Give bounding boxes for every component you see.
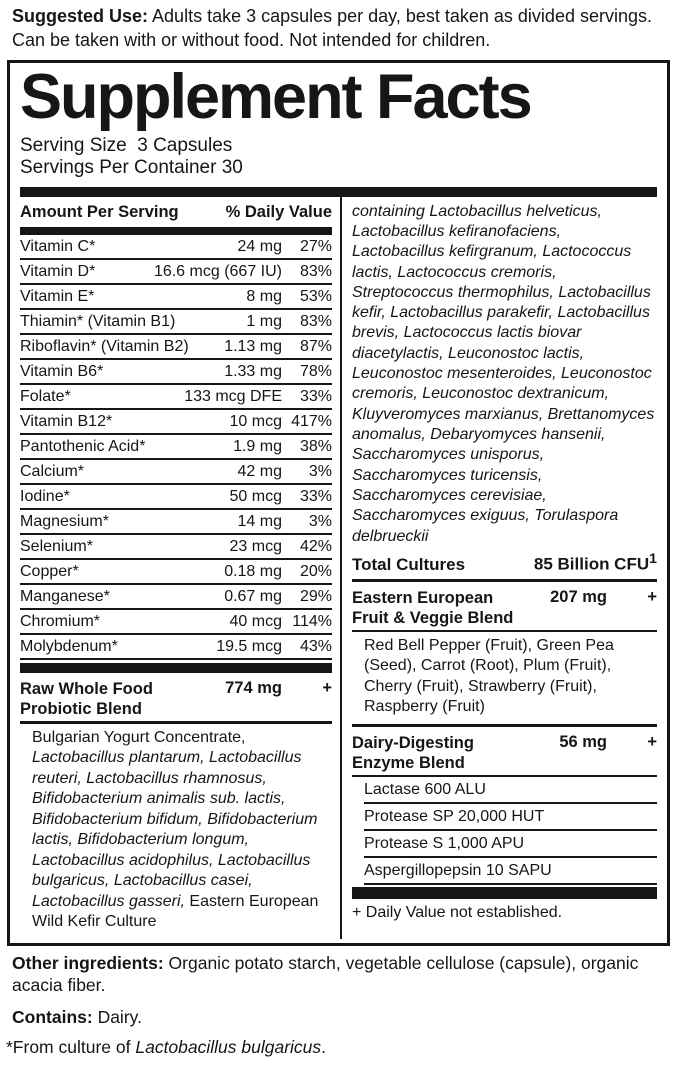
nutrient-amount: 8 mg bbox=[246, 287, 282, 305]
nutrient-amount: 19.5 mcg bbox=[216, 637, 282, 655]
contains-text: Dairy. bbox=[92, 1007, 142, 1027]
contains-label: Contains: bbox=[12, 1007, 93, 1027]
table-row bbox=[20, 410, 332, 435]
table-row bbox=[20, 510, 332, 535]
right-column bbox=[342, 197, 657, 939]
total-cultures-label: Total Cultures bbox=[352, 554, 466, 574]
nutrient-amount: 14 mg bbox=[237, 512, 282, 530]
nutrient-dv: 27% bbox=[299, 237, 332, 255]
table-row bbox=[20, 485, 332, 510]
enzyme-row: Lactase 600 ALU bbox=[364, 777, 657, 804]
table-row bbox=[20, 535, 332, 560]
enzyme-blend-name bbox=[352, 733, 555, 773]
enzyme-row: Aspergillopepsin 10 SAPU bbox=[364, 858, 657, 885]
blend-name-line2: Fruit & Veggie Blend bbox=[352, 608, 514, 627]
blend-name-line1: Raw Whole Food bbox=[20, 679, 153, 698]
nutrient-dv: 29% bbox=[299, 587, 332, 605]
other-ingredients-label: Other ingredients: bbox=[12, 952, 164, 973]
total-cultures-amount: 85 Billion CFU bbox=[533, 554, 650, 574]
nutrient-name: Molybdenum* bbox=[20, 637, 118, 655]
nutrient-dv: 3% bbox=[308, 462, 332, 480]
nutrient-amount: 0.18 mg bbox=[224, 562, 282, 580]
nutrient-amount: 40 mcg bbox=[229, 612, 282, 630]
serving-size: Serving Size 3 Capsules bbox=[20, 134, 233, 156]
nutrient-name: Vitamin B6* bbox=[20, 362, 104, 380]
probiotic-blend-ingredients: Bulgarian Yogurt Concentrate, Lactobacillus plantarum, Lactobacillus reuteri, Lactobacillus rhamnosus, Bifidobacterium animalis sub. lactis, Bifidobacterium bifidum, Bifidobacterium lactis, Bifidobacterium longum, Lactobacillus acidophilus, Lactobacillus bulgaricus, Lactobacillus casei, Lactobacillus gasseri, Eastern European Wild Kefir Culture bbox=[32, 728, 319, 931]
nutrient-dv: 83% bbox=[299, 312, 332, 330]
nutrient-dv: 3% bbox=[308, 512, 332, 530]
table-row bbox=[20, 610, 332, 635]
divider-bar-blend bbox=[20, 663, 332, 673]
nutrient-dv: 33% bbox=[299, 387, 332, 405]
divider-bar-footnote bbox=[352, 887, 657, 899]
table-row bbox=[20, 460, 332, 485]
suggested-use-label: Suggested Use: bbox=[12, 6, 149, 26]
nutrient-name: Chromium* bbox=[20, 612, 101, 630]
nutrient-dv: 78% bbox=[299, 362, 332, 380]
servings-per-container: Servings Per Container 30 bbox=[20, 157, 243, 179]
blend-name-line2: Probiotic Blend bbox=[20, 699, 142, 718]
nutrient-dv: 83% bbox=[299, 262, 332, 280]
fruit-veggie-blend-ingredients: Red Bell Pepper (Fruit), Green Pea (Seed), Carrot (Root), Plum (Fruit), Cherry (Fruit), Strawberry (Fruit), Raspberry (Fruit) bbox=[352, 632, 657, 727]
nutrient-amount: 1.13 mg bbox=[224, 337, 282, 355]
fruit-veggie-blend-amount: 207 mg bbox=[550, 587, 607, 606]
nutrient-name: Copper* bbox=[20, 562, 79, 580]
suggested-use bbox=[0, 0, 677, 60]
table-row bbox=[20, 310, 332, 335]
table-row bbox=[20, 235, 332, 260]
nutrient-name: Riboflavin* (Vitamin B2) bbox=[20, 337, 189, 355]
nutrient-amount: 1 mg bbox=[246, 312, 282, 330]
other-ingredients bbox=[12, 952, 663, 998]
other-ingredients-text: Organic potato starch, vegetable cellulose (capsule), organic acacia fiber. bbox=[12, 952, 639, 996]
probiotic-blend-dv: + bbox=[322, 678, 332, 697]
suggested-use-text: Adults take 3 capsules per day, best taken as divided servings. Can be taken with or without food. Not intended for children. bbox=[12, 6, 652, 50]
table-row bbox=[20, 635, 332, 660]
nutrient-amount: 133 mcg DFE bbox=[184, 387, 282, 405]
total-cultures-superscript: 1 bbox=[649, 550, 657, 567]
nutrient-amount: 24 mg bbox=[237, 237, 282, 255]
divider-bar-top bbox=[20, 187, 657, 197]
nutrient-name: Pantothenic Acid* bbox=[20, 437, 146, 455]
nutrient-dv: 417% bbox=[291, 412, 332, 430]
header-amount-per-serving: Amount Per Serving bbox=[20, 202, 179, 221]
nutrient-dv: 20% bbox=[299, 562, 332, 580]
probiotic-blend-header bbox=[20, 673, 332, 724]
nutrient-name: Vitamin E* bbox=[20, 287, 95, 305]
fruit-veggie-blend-dv: + bbox=[647, 587, 657, 606]
daily-value-footnote: + Daily Value not established. bbox=[352, 903, 563, 921]
total-cultures-value bbox=[534, 551, 657, 575]
nutrient-name: Iodine* bbox=[20, 487, 70, 505]
table-row bbox=[20, 560, 332, 585]
left-column bbox=[20, 197, 342, 939]
nutrient-name: Selenium* bbox=[20, 537, 93, 555]
nutrient-dv: 43% bbox=[299, 637, 332, 655]
label-footer bbox=[0, 946, 677, 1065]
panel-title: Supplement Facts bbox=[20, 61, 531, 132]
enzyme-blend-amount: 56 mg bbox=[559, 732, 607, 751]
contains-statement bbox=[12, 1006, 663, 1029]
total-cultures-row bbox=[352, 549, 657, 582]
enzyme-row: Protease S 1,000 APU bbox=[364, 831, 657, 858]
nutrient-name: Magnesium* bbox=[20, 512, 109, 530]
nutrient-amount: 1.33 mg bbox=[224, 362, 282, 380]
nutrient-name: Manganese* bbox=[20, 587, 110, 605]
table-row bbox=[20, 285, 332, 310]
table-row bbox=[20, 335, 332, 360]
nutrient-amount: 23 mcg bbox=[229, 537, 282, 555]
asterisk-footnote: *From culture of Lactobacillus bulgaricus. bbox=[6, 1036, 327, 1057]
nutrient-amount: 42 mg bbox=[237, 462, 282, 480]
table-row bbox=[20, 360, 332, 385]
blend-name-line1: Eastern European bbox=[352, 588, 494, 607]
kefir-culture-strains: containing Lactobacillus helveticus, Lactobacillus kefiranofaciens, Lactobacillus kefirgranum, Lactococcus lactis, Lactococcus cremoris, Streptococcus thermophilus, Lactobacillus kefir, Lactobacillus parakefir, Lactobacillus brevis, Lactococcus lactis biovar diacetylactis, Leuconostoc lactis, Leuconostoc mesenteroides, Leuconostoc cremoris, Leuconostoc dextranicum, Kluyveromyces marxianus, Brettanomyces anomalus, Debaryomyces hansenii, Saccharomyces unisporus, Saccharomyces turicensis, Saccharomyces cerevisiae, Saccharomyces exiguus, Torulaspora delbrueckii bbox=[352, 202, 655, 545]
nutrient-dv: 114% bbox=[292, 612, 332, 630]
table-row bbox=[20, 260, 332, 285]
table-header bbox=[20, 197, 332, 227]
table-row bbox=[20, 585, 332, 610]
nutrient-name: Vitamin B12* bbox=[20, 412, 113, 430]
nutrient-dv: 53% bbox=[299, 287, 332, 305]
header-daily-value: % Daily Value bbox=[225, 202, 332, 221]
fruit-veggie-blend-name bbox=[352, 588, 546, 628]
nutrient-dv: 87% bbox=[299, 337, 332, 355]
nutrient-amount: 50 mcg bbox=[229, 487, 282, 505]
probiotic-blend-amount: 774 mg bbox=[225, 678, 282, 697]
nutrient-dv: 42% bbox=[299, 537, 332, 555]
probiotic-blend-name bbox=[20, 679, 221, 719]
blend-name-line2: Enzyme Blend bbox=[352, 753, 465, 772]
enzyme-blend-dv: + bbox=[647, 732, 657, 751]
nutrient-name: Vitamin D* bbox=[20, 262, 96, 280]
nutrient-dv: 38% bbox=[299, 437, 332, 455]
nutrient-amount: 0.67 mg bbox=[224, 587, 282, 605]
enzyme-blend-header bbox=[352, 727, 657, 777]
nutrient-amount: 10 mcg bbox=[229, 412, 282, 430]
divider-bar-header bbox=[20, 227, 332, 235]
nutrient-amount: 1.9 mg bbox=[233, 437, 282, 455]
nutrient-name: Vitamin C* bbox=[20, 237, 96, 255]
blend-name-line1: Dairy-Digesting bbox=[352, 733, 474, 752]
supplement-facts-panel bbox=[7, 60, 670, 946]
enzyme-row: Protease SP 20,000 HUT bbox=[364, 804, 657, 831]
panel-columns bbox=[20, 197, 657, 939]
nutrient-name: Thiamin* (Vitamin B1) bbox=[20, 312, 176, 330]
nutrient-name: Folate* bbox=[20, 387, 71, 405]
fruit-veggie-blend-header bbox=[352, 582, 657, 632]
nutrient-dv: 33% bbox=[299, 487, 332, 505]
table-row bbox=[20, 435, 332, 460]
table-row bbox=[20, 385, 332, 410]
nutrient-name: Calcium* bbox=[20, 462, 85, 480]
nutrient-amount: 16.6 mcg (667 IU) bbox=[153, 262, 282, 280]
